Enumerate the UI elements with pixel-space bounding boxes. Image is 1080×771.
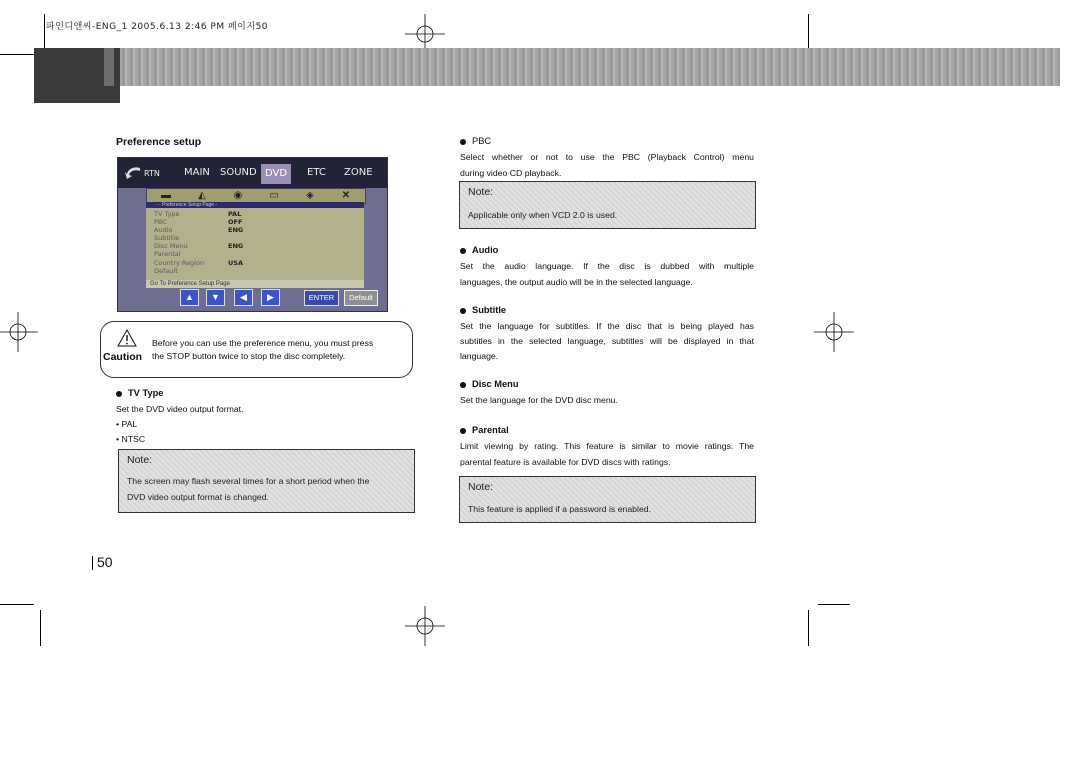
crop-mark (0, 604, 34, 605)
pbc-text-line1: Select whether or not to use the PBC (Playback Control) menu (460, 152, 754, 162)
pbc-heading (460, 136, 491, 146)
note-text: Applicable only when VCD 2.0 is used. (468, 210, 618, 220)
disc-menu-heading-text: Disc Menu (472, 379, 519, 389)
menu-row-value: USA (228, 259, 243, 267)
menu-row-value: ENG (228, 242, 244, 250)
bullet-icon (460, 428, 466, 434)
menu-row-label: TV Type (154, 210, 180, 218)
tab-rtn: RTN (144, 169, 160, 178)
warning-triangle-icon (117, 329, 137, 347)
menu-top-bar (118, 158, 387, 188)
note-text-line1: The screen may flash several times for a short period when the (127, 476, 370, 486)
subtitle-text-line1: Set the language for subtitles. If the disc that is being played has (460, 321, 754, 331)
menu-options-panel (146, 208, 364, 280)
subtitle-text-line3: language. (460, 351, 499, 361)
down-arrow-icon: ▼ (206, 289, 225, 306)
speaker-icon: ◭ (198, 190, 206, 201)
menu-row-label: Disc Menu (154, 242, 188, 250)
parental-text-line2: parental feature is available for DVD discs with ratings. (460, 457, 671, 467)
crop-mark (0, 54, 34, 55)
subtitle-heading-text: Subtitle (472, 305, 507, 315)
caution-text-line2: the STOP button twice to stop the disc completely. (152, 351, 346, 361)
pbc-heading-text: PBC (472, 136, 492, 146)
page-number-rule (92, 556, 93, 570)
tab-main: MAIN (184, 167, 210, 178)
page-number: 50 (97, 554, 113, 570)
tv-type-heading (116, 388, 163, 398)
caution-label: Caution (103, 351, 143, 363)
menu-row-value: PAL (228, 210, 242, 218)
crop-mark (40, 610, 41, 646)
tab-zone: ZONE (344, 167, 373, 178)
right-arrow-icon: ▶ (261, 289, 280, 306)
crop-mark (808, 14, 809, 50)
audio-text-line1: Set the audio language. If the disc is dubbed with multiple (460, 261, 754, 271)
parental-text-line1: Limit viewing by rating. This feature is similar to movie ratings. The (460, 441, 754, 451)
section-title: Preference setup (116, 136, 202, 148)
bullet-icon (460, 248, 466, 254)
menu-row-value: OFF (228, 218, 243, 226)
bullet-icon (116, 391, 122, 397)
enter-button: ENTER (304, 290, 339, 306)
disc-menu-text: Set the language for the DVD disc menu. (460, 395, 618, 405)
bullet-icon (460, 139, 466, 145)
note-title: Note: (468, 186, 494, 198)
video-icon: ▭ (269, 190, 279, 201)
menu-row-label: PBC (154, 218, 167, 226)
caution-text-line1: Before you can use the preference menu, you must press (152, 338, 374, 348)
menu-row-label: Parental (154, 250, 181, 258)
header-band (34, 48, 1060, 86)
tv-type-heading-text: TV Type (128, 388, 164, 398)
crop-mark (808, 610, 809, 646)
subtitle-heading (460, 305, 506, 315)
left-arrow-icon: ◀ (234, 289, 253, 306)
tv-icon: ▬ (161, 190, 171, 201)
return-arrow-icon (124, 165, 142, 181)
menu-row-value: ENG (228, 226, 244, 234)
note-text-line2: DVD video output format is changed. (127, 492, 269, 502)
bullet-icon (460, 382, 466, 388)
audio-text-line2: languages, the output audio will be in the selected language. (460, 277, 693, 287)
goto-setup-bar: Go To Preference Setup Page (146, 280, 364, 288)
subtitle-text-line2: subtitles in the selected language, subtitles will be displayed in that (460, 336, 754, 346)
parental-note (459, 476, 756, 523)
tv-type-text: Set the DVD video output format. (116, 404, 244, 414)
crop-mark (818, 604, 850, 605)
menu-row-label: Audio (154, 226, 173, 234)
parental-heading (460, 425, 509, 435)
print-slug: 파인디앤씨-ENG_1 2005.6.13 2:46 PM 페이지50 (46, 22, 269, 32)
registration-mark-icon (814, 312, 854, 352)
tab-sound: SOUND (220, 167, 257, 178)
menu-row-label: Default (154, 267, 178, 275)
parental-heading-text: Parental (472, 425, 509, 435)
note-title: Note: (127, 454, 153, 466)
tab-etc: ETC (307, 167, 326, 178)
registration-mark-icon (0, 312, 38, 352)
setup-page-bar: - - Preference Setup Page - (146, 202, 364, 208)
tv-type-option-pal: • PAL (116, 419, 138, 429)
preference-icon: ◈ (306, 190, 314, 201)
tv-type-note (118, 449, 415, 513)
header-tab-edge (104, 48, 114, 86)
menu-row-label: Subtitle (154, 234, 180, 242)
close-icon: ✕ (341, 190, 351, 201)
audio-heading-text: Audio (472, 245, 499, 255)
note-title: Note: (468, 481, 494, 493)
registration-mark-icon (405, 606, 445, 646)
preference-menu-screenshot (117, 157, 388, 312)
dolby-icon: ◉ (233, 190, 243, 201)
pbc-text-line2: during video CD playback. (460, 168, 562, 178)
pbc-note (459, 181, 756, 229)
up-arrow-icon: ▲ (180, 289, 199, 306)
default-button: Default (344, 290, 378, 306)
tab-dvd: DVD (261, 164, 291, 184)
menu-row-label: Country Region (154, 259, 205, 267)
tv-type-option-ntsc: • NTSC (116, 434, 146, 444)
disc-menu-heading (460, 379, 519, 389)
crop-mark (44, 14, 45, 50)
audio-heading (460, 245, 498, 255)
note-text: This feature is applied if a password is enabled. (468, 504, 652, 514)
bullet-icon (460, 308, 466, 314)
